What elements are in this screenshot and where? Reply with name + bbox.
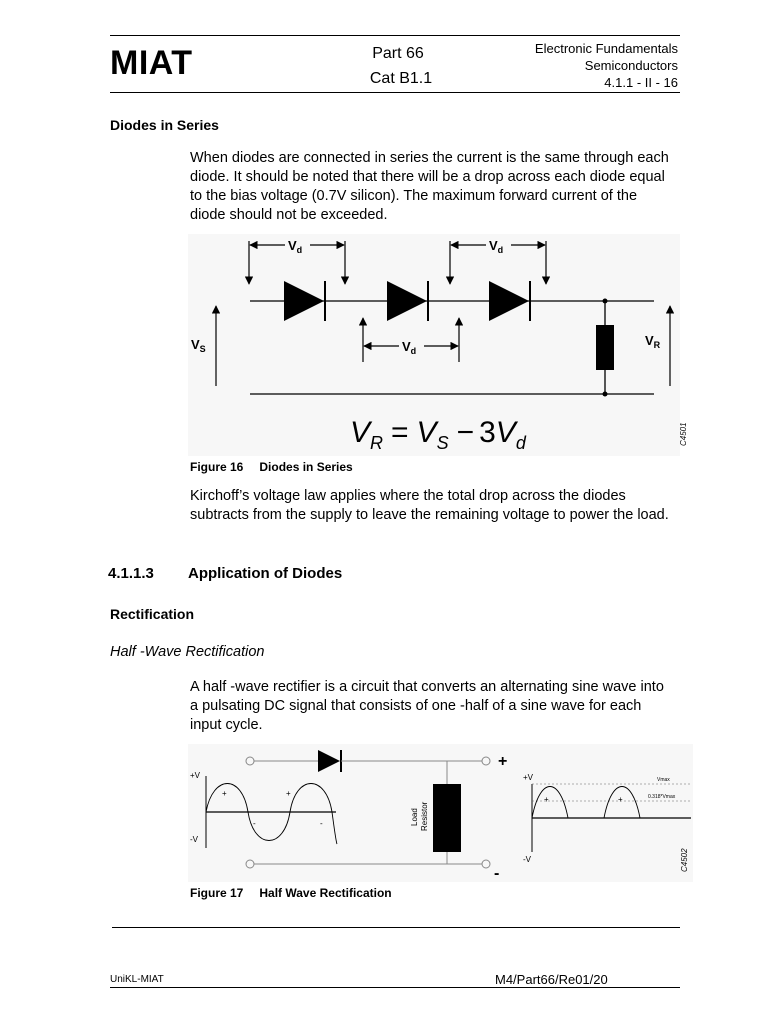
vmax-label: Vmax [657,777,670,783]
footer-top-rule [112,927,680,928]
header-top-rule [110,35,680,36]
dc-level-label: 0.318*Vmax [648,794,676,800]
logo: MIAT [110,44,193,82]
header-topic: Semiconductors [584,58,678,73]
input-plus-2: + [286,789,291,798]
equation: $V_R = V_S - 3V_d$ [350,416,526,453]
half-wave-heading: Half -Wave Rectification [110,644,265,660]
figure-17-title: Half Wave Rectification [259,886,392,900]
series-paragraph: When diodes are connected in series the current is the same through each diode. It should be noted that there will be a drop across each diode equal to the bias voltage (0.7V silicon). The maximum forward current of the diode should not be exceeded. [190,150,669,223]
load-resistor [596,325,614,370]
header-part: Part 66 [372,45,424,62]
figure-17-code: C4502 [680,848,689,872]
input-minus-2: - [320,819,323,828]
figure-16-caption [190,460,353,474]
footer-left: UniKL-MIAT [110,974,164,985]
header-cat: Cat B1.1 [369,70,433,87]
output-plus-terminal: + [498,753,508,770]
figure-17-half-wave-diagram [188,744,693,882]
input-plus-1: + [222,789,227,798]
vs-label: $V_S$ [191,337,206,354]
vd-label-middle: $V_d$ [402,339,417,356]
footer-bottom-rule [110,987,680,988]
vd-label-right: $V_d$ [489,238,504,255]
input-plus-v-label: +V [190,771,201,780]
vr-label: $V_R$ [645,333,661,350]
load-label: Load [410,808,419,826]
rectification-heading: Rectification [110,606,195,622]
kirchoff-paragraph: Kirchoff’s voltage law applies where the total drop across the diodes subtracts from the supply to leave the remaining voltage to power the load. [190,488,669,523]
header-ref: 4.1.1 - II - 16 [604,75,678,90]
header-bottom-rule [110,92,680,93]
vd-label-left: $V_d$ [288,238,303,255]
output-minus-v-label: -V [523,855,531,864]
input-minus-1: - [253,819,256,828]
figure-16-code: C4501 [679,422,688,446]
footer-right: M4/Part66/Re01/20 [495,972,608,987]
figure-17-number: Figure 17 [190,886,244,900]
section-number: 4.1.1.3 [108,565,154,582]
resistor-label: Resistor [420,801,429,831]
output-plus-1: + [544,795,549,804]
header-subject: Electronic Fundamentals [534,41,678,56]
figure-16-diodes-series-diagram [188,234,688,456]
figure-16-title: Diodes in Series [259,460,353,474]
input-minus-v-label: -V [190,835,198,844]
output-minus-terminal: - [494,865,500,882]
section-heading-diodes-series: Diodes in Series [110,117,219,133]
figure-16-number: Figure 16 [190,460,244,474]
section-title: Application of Diodes [188,565,343,582]
output-plus-2: + [618,795,623,804]
figure-17-caption [190,886,392,900]
load-resistor-block [433,784,461,852]
output-plus-v-label: +V [523,773,534,782]
half-wave-paragraph: A half -wave rectifier is a circuit that converts an alternating sine wave into a pulsating DC signal that consists of one -half of a sine wave for each input cycle. [190,679,664,733]
